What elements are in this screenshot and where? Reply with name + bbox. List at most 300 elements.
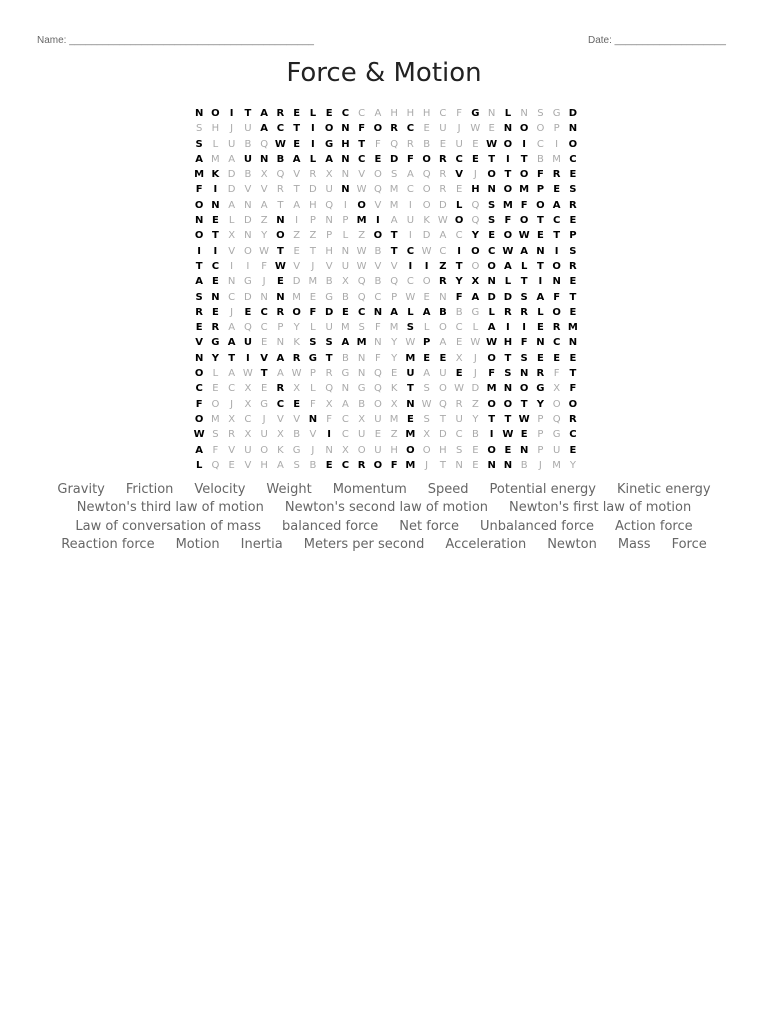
grid-letter: T <box>293 184 300 196</box>
grid-letter: P <box>342 215 349 227</box>
grid-letter: Y <box>293 322 300 334</box>
grid-letter: Q <box>422 169 431 181</box>
grid-letter: N <box>341 245 350 257</box>
grid-letter: O <box>406 444 415 456</box>
grid-letter: D <box>324 306 334 318</box>
grid-letter: O <box>536 123 545 135</box>
grid-letter: S <box>569 184 577 196</box>
grid-letter: I <box>376 215 380 227</box>
word-list-item: Weight <box>266 481 312 497</box>
word-list-item: Newton's first law of motion <box>509 500 692 516</box>
grid-letter: D <box>439 429 447 441</box>
grid-letter: H <box>422 108 431 119</box>
grid-letter: A <box>536 291 545 303</box>
grid-letter: A <box>228 153 236 165</box>
grid-letter: F <box>212 444 219 456</box>
grid-letter: G <box>552 429 561 441</box>
grid-letter: B <box>309 459 317 471</box>
grid-letter: D <box>568 108 578 119</box>
grid-letter: N <box>259 153 269 165</box>
grid-letter: E <box>211 276 219 288</box>
grid-letter: R <box>439 276 447 288</box>
grid-letter: O <box>487 352 496 364</box>
grid-letter: U <box>260 429 268 441</box>
grid-row <box>191 412 581 427</box>
grid-letter: O <box>487 444 496 456</box>
grid-letter: E <box>455 368 463 380</box>
grid-letter: T <box>569 291 577 303</box>
grid-letter: T <box>455 260 463 272</box>
grid-letter: H <box>341 138 350 150</box>
grid-letter: T <box>390 230 398 242</box>
grid-letter: Q <box>260 138 269 150</box>
grid-row <box>191 427 581 442</box>
grid-letter: O <box>519 383 529 395</box>
grid-letter: N <box>519 444 529 456</box>
grid-letter: E <box>488 123 495 135</box>
grid-letter: I <box>213 245 218 257</box>
grid-letter: O <box>519 169 529 181</box>
grid-letter: W <box>356 260 367 272</box>
grid-letter: W <box>274 138 286 150</box>
grid-letter: G <box>536 383 545 395</box>
grid-letter: N <box>211 199 220 211</box>
grid-letter: O <box>536 199 545 211</box>
grid-letter: A <box>504 260 512 272</box>
grid-letter: N <box>227 276 236 288</box>
word-list-line <box>20 517 748 536</box>
grid-letter: G <box>471 306 480 318</box>
grid-letter: R <box>552 169 561 181</box>
grid-letter: I <box>295 215 299 227</box>
grid-letter: R <box>569 260 577 272</box>
word-list-line <box>20 499 748 518</box>
grid-letter: U <box>406 215 415 227</box>
grid-letter: S <box>358 322 365 334</box>
grid-letter: R <box>276 383 285 395</box>
grid-letter: Q <box>390 138 399 150</box>
grid-letter: Q <box>471 199 480 211</box>
grid-letter: H <box>390 108 398 119</box>
word-list-item: Newton's third law of motion <box>76 500 264 516</box>
grid-letter: Z <box>293 230 301 242</box>
grid-letter: A <box>276 459 284 471</box>
grid-letter: D <box>487 291 496 303</box>
grid-letter: G <box>471 108 480 119</box>
grid-letter: T <box>488 153 496 165</box>
grid-letter: F <box>455 291 463 303</box>
grid-letter: M <box>552 153 561 165</box>
word-list-item: Gravity <box>57 481 105 497</box>
grid-letter: O <box>194 413 204 425</box>
grid-letter: A <box>325 153 333 165</box>
grid-letter: J <box>230 398 234 410</box>
grid-letter: I <box>506 322 510 334</box>
grid-letter: R <box>536 368 545 380</box>
grid-letter: C <box>406 184 414 196</box>
grid-row <box>191 121 581 136</box>
grid-letter: L <box>309 108 317 119</box>
grid-letter: G <box>552 108 561 119</box>
grid-letter: O <box>568 138 578 150</box>
grid-letter: E <box>244 306 252 318</box>
grid-letter: L <box>488 306 495 318</box>
grid-letter: E <box>195 322 203 334</box>
grid-letter: O <box>519 215 529 227</box>
grid-letter: H <box>439 444 447 456</box>
grid-letter: Q <box>373 368 382 380</box>
grid-letter: F <box>195 398 203 410</box>
grid-letter: E <box>293 138 301 150</box>
grid-letter: R <box>390 123 398 135</box>
name-field-label: Name: ____________________________________________ <box>37 35 314 46</box>
grid-letter: W <box>470 337 481 349</box>
grid-letter: S <box>423 413 430 425</box>
grid-letter: I <box>408 230 412 242</box>
grid-letter: B <box>341 352 349 364</box>
grid-letter: L <box>472 322 479 334</box>
grid-letter: X <box>341 276 349 288</box>
grid-letter: T <box>569 368 577 380</box>
grid-letter: A <box>228 368 236 380</box>
grid-letter: E <box>390 368 398 380</box>
grid-letter: R <box>439 169 447 181</box>
grid-letter: O <box>422 276 431 288</box>
grid-letter: V <box>260 352 268 364</box>
grid-letter: I <box>311 138 315 150</box>
grid-letter: S <box>488 199 496 211</box>
grid-letter: A <box>228 322 236 334</box>
grid-letter: K <box>211 169 220 181</box>
grid-row <box>191 305 581 320</box>
grid-letter: O <box>373 123 383 135</box>
grid-letter: L <box>212 138 219 150</box>
grid-letter: T <box>504 352 512 364</box>
grid-letter: U <box>243 337 252 349</box>
grid-letter: O <box>422 153 431 165</box>
grid-letter: P <box>537 413 544 425</box>
grid-letter: X <box>325 169 333 181</box>
grid-letter: T <box>277 199 284 211</box>
grid-letter: R <box>552 322 561 334</box>
grid-letter: M <box>567 322 578 334</box>
grid-letter: B <box>439 306 447 318</box>
grid-letter: E <box>536 230 544 242</box>
grid-letter: I <box>229 108 234 119</box>
grid-letter: O <box>552 398 561 410</box>
grid-letter: E <box>293 108 301 119</box>
grid-letter: M <box>502 199 513 211</box>
grid-letter: C <box>552 337 561 349</box>
grid-letter: L <box>504 276 512 288</box>
grid-letter: N <box>325 215 333 227</box>
grid-letter: X <box>553 383 561 395</box>
grid-letter: N <box>325 444 333 456</box>
grid-letter: I <box>408 199 412 211</box>
grid-letter: B <box>244 138 252 150</box>
grid-letter: K <box>390 383 398 395</box>
grid-letter: E <box>455 184 463 196</box>
grid-letter: S <box>195 123 203 135</box>
grid-letter: C <box>276 123 285 135</box>
grid-letter: N <box>568 337 578 349</box>
grid-letter: I <box>311 123 315 135</box>
grid-letter: X <box>244 383 252 395</box>
grid-letter: G <box>292 444 301 456</box>
grid-letter: A <box>406 169 414 181</box>
grid-letter: T <box>504 413 512 425</box>
grid-letter: Z <box>439 260 447 272</box>
grid-letter: N <box>503 123 513 135</box>
grid-letter: P <box>537 444 544 456</box>
grid-letter: A <box>439 337 447 349</box>
grid-letter: N <box>520 108 528 119</box>
grid-letter: U <box>455 413 463 425</box>
grid-letter: T <box>211 230 219 242</box>
grid-letter: O <box>211 108 220 119</box>
grid-letter: D <box>309 184 317 196</box>
grid-letter: E <box>553 184 561 196</box>
grid-letter: O <box>194 368 204 380</box>
grid-letter: V <box>293 260 301 272</box>
grid-letter: C <box>260 306 268 318</box>
grid-letter: R <box>276 306 285 318</box>
grid-letter: X <box>423 429 431 441</box>
grid-letter: L <box>310 383 316 395</box>
grid-letter: S <box>406 322 414 334</box>
grid-letter: V <box>374 260 382 272</box>
grid-letter: M <box>389 413 399 425</box>
grid-letter: C <box>341 459 350 471</box>
grid-row <box>191 228 581 243</box>
grid-letter: O <box>211 398 220 410</box>
grid-letter: S <box>390 169 398 181</box>
grid-letter: L <box>520 260 528 272</box>
grid-letter: C <box>552 215 561 227</box>
grid-letter: F <box>520 199 528 211</box>
grid-letter: T <box>406 383 414 395</box>
grid-letter: O <box>552 306 561 318</box>
grid-letter: E <box>276 276 284 288</box>
date-field-label: Date: ____________________ <box>588 35 726 46</box>
grid-letter: Q <box>357 291 366 303</box>
grid-letter: M <box>486 383 497 395</box>
grid-letter: N <box>487 276 496 288</box>
grid-row <box>191 335 581 350</box>
grid-letter: N <box>211 291 220 303</box>
grid-letter: P <box>277 322 284 334</box>
grid-letter: G <box>211 337 220 349</box>
grid-letter: J <box>425 459 429 471</box>
word-list-item: Velocity <box>194 481 246 497</box>
grid-letter: U <box>374 444 382 456</box>
grid-letter: T <box>536 260 544 272</box>
grid-letter: N <box>244 199 252 211</box>
grid-letter: R <box>439 184 447 196</box>
grid-letter: K <box>293 337 300 349</box>
grid-letter: O <box>292 306 301 318</box>
grid-letter: C <box>455 322 463 334</box>
grid-letter: O <box>471 245 480 257</box>
grid-letter: F <box>358 123 366 135</box>
grid-letter: A <box>487 322 496 334</box>
grid-letter: E <box>228 459 235 471</box>
grid-letter: J <box>473 169 477 181</box>
grid-letter: E <box>520 429 528 441</box>
grid-letter: C <box>455 153 463 165</box>
grid-letter: A <box>292 153 301 165</box>
grid-letter: V <box>455 169 463 181</box>
word-list-item: Kinetic energy <box>616 481 711 497</box>
grid-letter: M <box>405 429 416 441</box>
grid-letter: O <box>487 260 496 272</box>
grid-letter: O <box>357 444 366 456</box>
grid-letter: R <box>520 306 528 318</box>
grid-letter: E <box>553 352 561 364</box>
grid-letter: N <box>357 352 366 364</box>
grid-letter: N <box>357 368 366 380</box>
grid-letter: N <box>487 459 496 471</box>
grid-letter: H <box>390 444 398 456</box>
grid-letter: S <box>293 459 300 471</box>
grid-letter: O <box>324 123 334 135</box>
grid-letter: K <box>277 444 284 456</box>
grid-letter: Y <box>211 352 219 364</box>
grid-letter: X <box>260 169 268 181</box>
grid-letter: Y <box>261 230 268 242</box>
word-list-line <box>20 536 748 555</box>
grid-letter: F <box>406 153 414 165</box>
grid-letter: E <box>211 306 219 318</box>
grid-letter: R <box>195 306 203 318</box>
grid-letter: E <box>472 444 479 456</box>
grid-letter: E <box>293 245 300 257</box>
grid-row <box>191 351 581 366</box>
grid-letter: N <box>552 276 561 288</box>
grid-letter: J <box>230 123 234 135</box>
grid-letter: H <box>325 245 333 257</box>
grid-letter: O <box>503 230 513 242</box>
grid-letter: R <box>211 322 220 334</box>
grid-letter: M <box>194 169 205 181</box>
grid-letter: W <box>518 413 530 425</box>
grid-letter: A <box>276 352 285 364</box>
grid-letter: A <box>471 291 480 303</box>
grid-letter: I <box>230 260 234 272</box>
grid-letter: I <box>246 260 250 272</box>
grid-letter: T <box>244 108 252 119</box>
grid-letter: O <box>471 260 480 272</box>
grid-letter: G <box>341 368 350 380</box>
grid-letter: O <box>422 184 431 196</box>
grid-letter: M <box>308 276 318 288</box>
grid-letter: C <box>341 413 349 425</box>
grid-letter: R <box>228 429 236 441</box>
grid-letter: N <box>487 184 496 196</box>
grid-letter: J <box>230 306 234 318</box>
grid-letter: M <box>405 459 416 471</box>
grid-letter: S <box>520 352 528 364</box>
grid-letter: T <box>520 153 528 165</box>
grid-letter: A <box>341 398 349 410</box>
grid-letter: U <box>243 153 252 165</box>
grid-letter: C <box>260 322 268 334</box>
grid-row <box>191 152 581 167</box>
grid-letter: C <box>536 138 544 150</box>
grid-letter: E <box>536 352 544 364</box>
grid-letter: T <box>228 352 236 364</box>
grid-letter: V <box>244 459 252 471</box>
grid-letter: R <box>569 199 577 211</box>
word-list-item: Net force <box>399 518 459 534</box>
grid-letter: I <box>343 199 347 211</box>
grid-letter: N <box>308 413 318 425</box>
grid-letter: Y <box>471 230 479 242</box>
grid-letter: C <box>276 398 285 410</box>
grid-letter: B <box>293 429 301 441</box>
word-list-item: Momentum <box>332 481 407 497</box>
grid-letter: A <box>423 368 431 380</box>
grid-letter: S <box>520 291 528 303</box>
grid-letter: G <box>325 138 334 150</box>
grid-letter: G <box>244 276 252 288</box>
grid-letter: A <box>439 230 447 242</box>
grid-letter: Q <box>325 199 334 211</box>
grid-letter: V <box>293 169 301 181</box>
grid-letter: E <box>488 230 496 242</box>
grid-letter: E <box>260 383 268 395</box>
grid-letter: V <box>309 429 317 441</box>
grid-letter: I <box>408 260 413 272</box>
grid-letter: U <box>341 260 350 272</box>
grid-letter: H <box>406 108 415 119</box>
grid-letter: Q <box>373 383 382 395</box>
grid-letter: A <box>390 306 398 318</box>
grid-letter: Y <box>472 413 479 425</box>
grid-letter: E <box>293 398 301 410</box>
grid-letter: O <box>519 123 529 135</box>
grid-letter: A <box>228 199 236 211</box>
grid-letter: Q <box>325 383 334 395</box>
grid-letter: I <box>554 245 559 257</box>
grid-letter: C <box>228 291 236 303</box>
grid-letter: O <box>503 398 513 410</box>
word-list-item: balanced force <box>281 518 379 534</box>
grid-row <box>191 106 581 121</box>
grid-letter: E <box>325 108 333 119</box>
grid-letter: N <box>503 459 513 471</box>
word-list-item: Action force <box>615 518 693 534</box>
grid-letter: B <box>520 459 528 471</box>
grid-letter: Y <box>455 276 463 288</box>
word-list-item: Newton's second law of motion <box>284 500 489 516</box>
grid-letter: T <box>276 245 284 257</box>
grid-letter: O <box>503 184 513 196</box>
grid-letter: I <box>555 138 559 150</box>
grid-letter: L <box>537 306 544 318</box>
grid-letter: C <box>487 245 496 257</box>
grid-letter: V <box>260 184 268 196</box>
grid-letter: B <box>455 306 463 318</box>
grid-letter: L <box>228 215 235 227</box>
grid-letter: C <box>455 429 463 441</box>
grid-row <box>191 244 581 259</box>
grid-letter: Q <box>357 276 366 288</box>
grid-letter: J <box>311 260 315 272</box>
grid-letter: V <box>195 337 203 349</box>
grid-row <box>191 274 581 289</box>
grid-letter: T <box>390 245 398 257</box>
